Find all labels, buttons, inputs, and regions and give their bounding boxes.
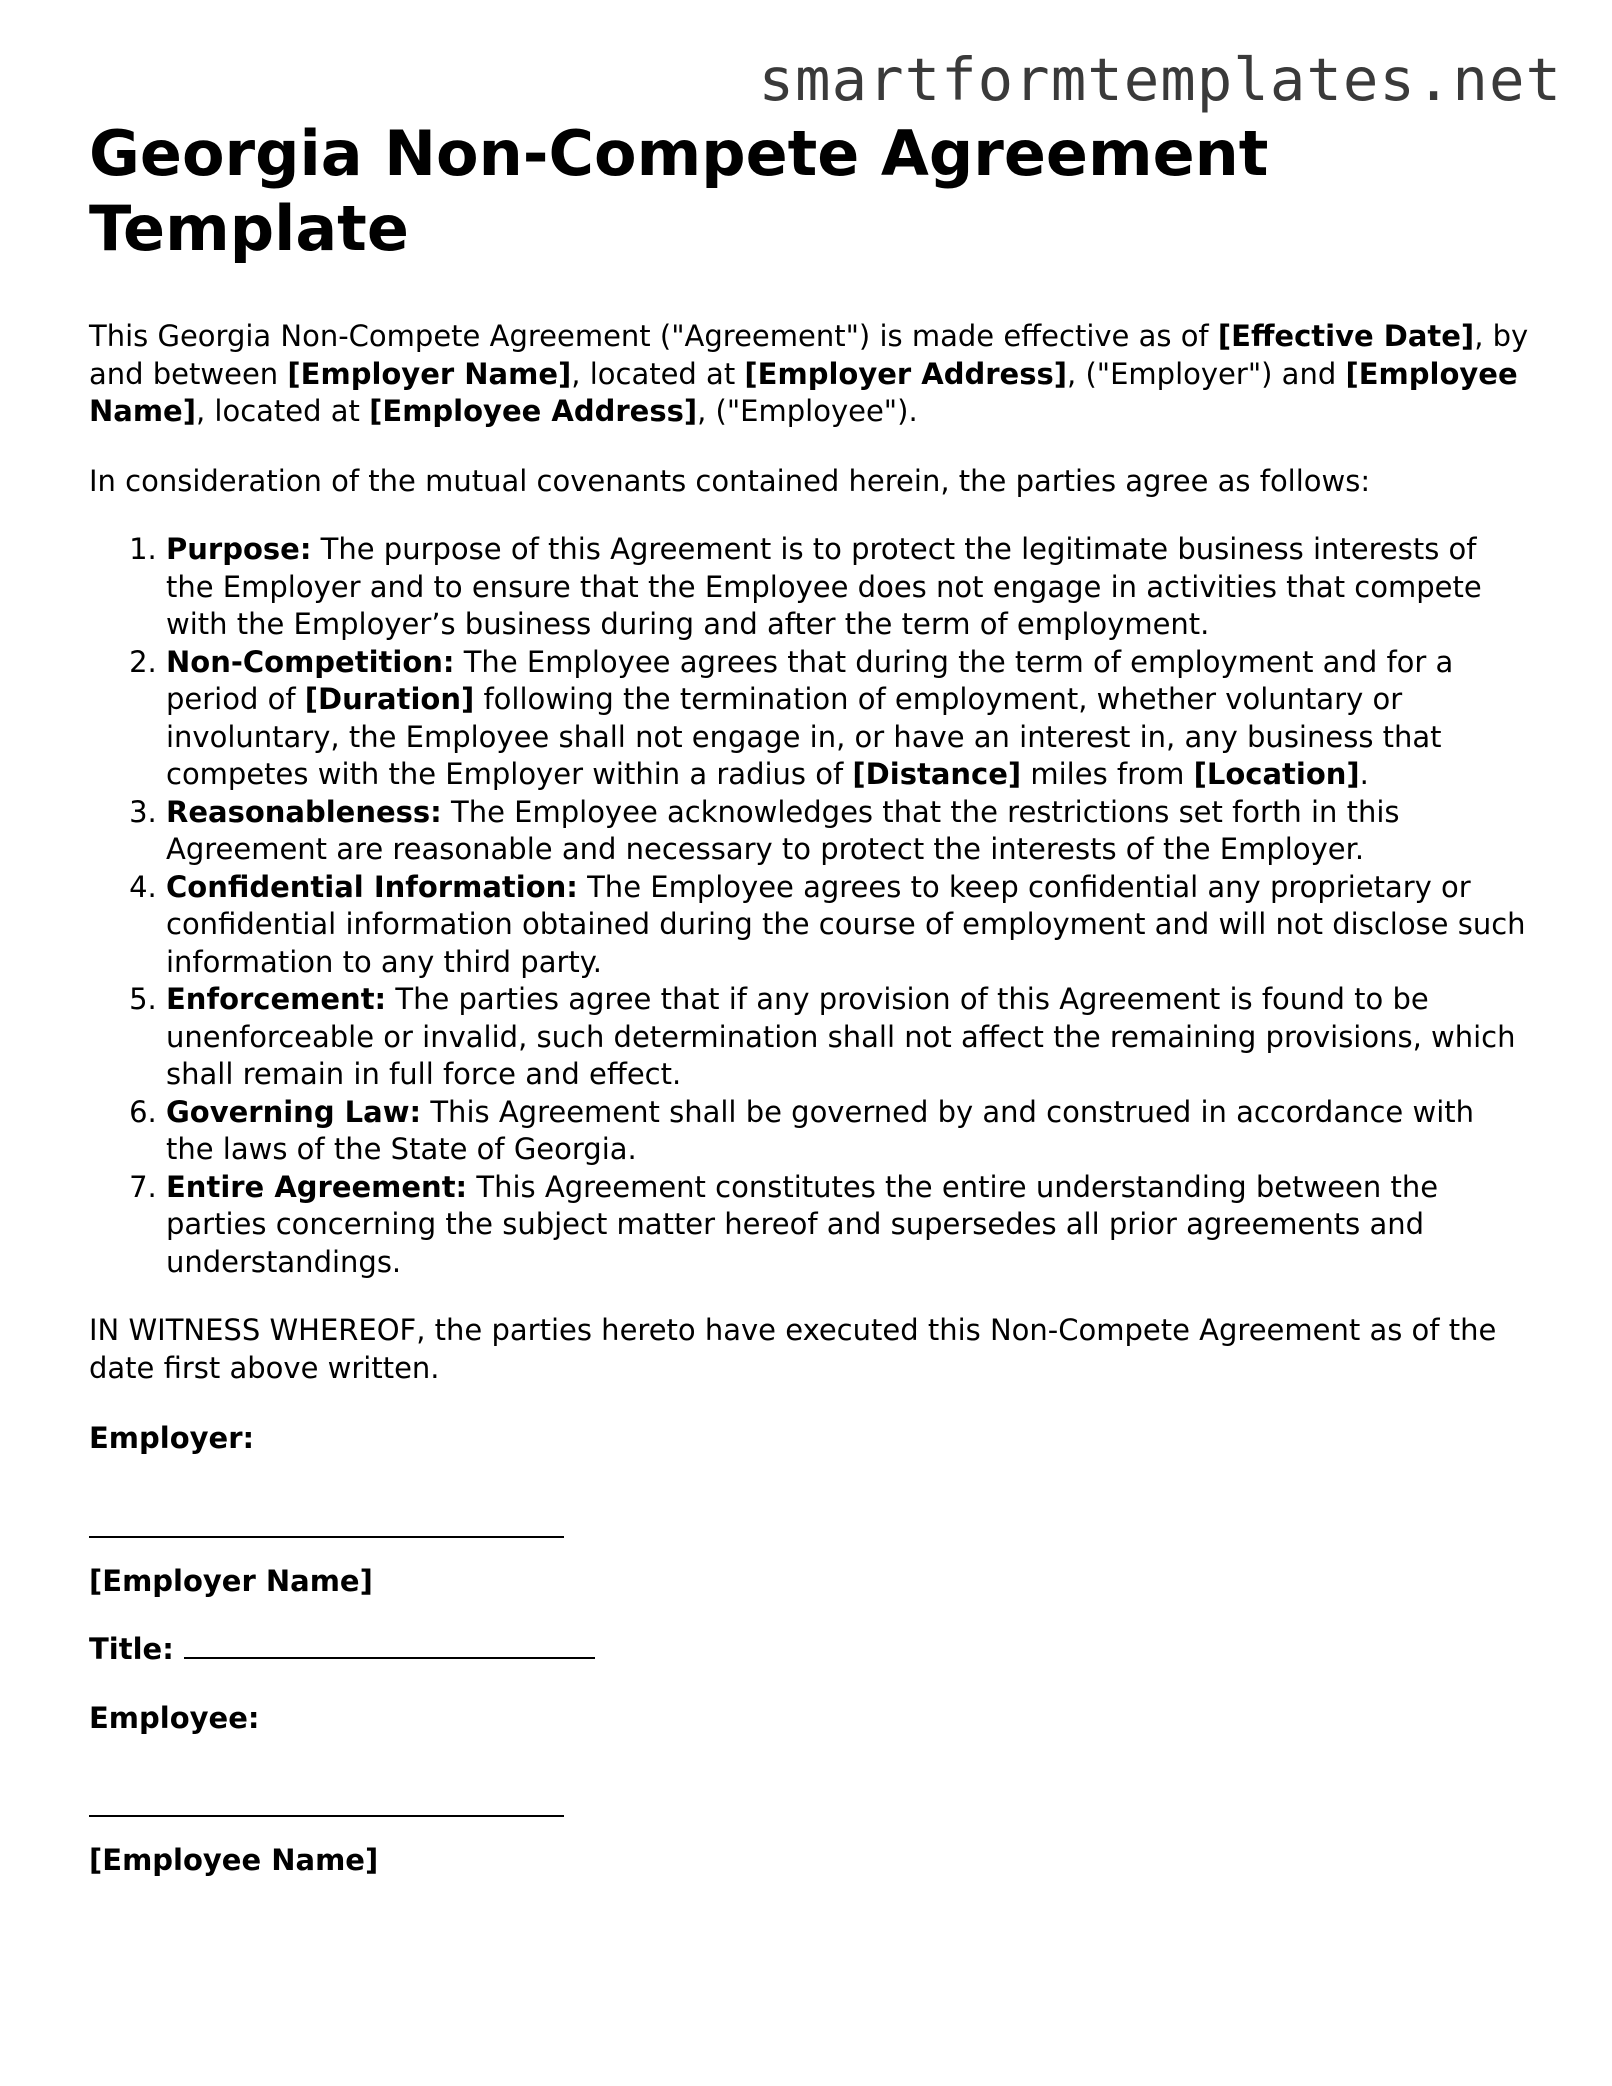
clause-text: This Agreement shall be governed by and construed in accordance with the laws of the State of Georgia. [166, 1094, 1475, 1166]
clauses-list [89, 531, 1529, 1281]
intro-paragraph [89, 318, 1529, 431]
intro-text: , located at [195, 394, 370, 428]
title-label: Title: [89, 1632, 174, 1666]
clause-enforcement [166, 981, 1529, 1094]
clause-heading: Entire Agreement: [166, 1169, 468, 1204]
clause-heading: Confidential Information: [166, 869, 578, 904]
employee-signature-line[interactable] [89, 1815, 564, 1817]
clause-text: miles from [1021, 757, 1194, 791]
intro-text: , by and between [89, 319, 1529, 391]
intro-text: , located at [571, 356, 745, 391]
clause-text: The Employee acknowledges that the restrictions set forth in this Agreement are reasonable and necessary to protect the interests of the Employer. [166, 794, 1400, 866]
distance-placeholder: [Distance] [852, 757, 1022, 791]
clause-heading: Enforcement: [166, 982, 387, 1016]
employee-signature-block [89, 1802, 1529, 1804]
effective-date-placeholder: [Effective Date] [1217, 319, 1475, 353]
title-line[interactable] [184, 1657, 595, 1659]
intro-text: This Georgia Non-Compete Agreement ("Agreement") is made effective as of [89, 319, 1218, 353]
duration-placeholder: [Duration] [304, 682, 475, 716]
consideration-paragraph: In consideration of the mutual covenants contained herein, the parties agree as follows: [89, 463, 1371, 498]
clause-text: This Agreement constitutes the entire understanding between the parties concerning the subject matter hereof and supersedes all prior agreements and understandings. [166, 1169, 1439, 1279]
clause-text: The Employee agrees to keep confidential any proprietary or confidential information obtained during the course of employment and will not disclose such information to any third party. [166, 869, 1526, 979]
employee-name-label: [Employee Name] [89, 1843, 379, 1877]
employer-signature-line[interactable] [89, 1536, 564, 1538]
clause-confidential-information [166, 869, 1529, 982]
clause-heading: Non-Competition: [166, 644, 455, 679]
clause-text: The Employee agrees that during the term of employment and for a period of [166, 644, 1454, 716]
clause-heading: Governing Law: [166, 1094, 422, 1129]
clause-text: following the termination of employment, whether voluntary or involuntary, the Employee shall not engage in, or have an interest in, any business that competes with the Employer within a radius of [166, 682, 1442, 791]
employee-address-placeholder: [Employee Address] [369, 394, 698, 428]
employer-signature-label: Employer: [89, 1421, 255, 1455]
employer-address-placeholder: [Employer Address] [744, 356, 1068, 391]
clause-entire-agreement [166, 1169, 1529, 1282]
clause-purpose [166, 531, 1529, 644]
intro-text: , ("Employer") and [1067, 356, 1346, 391]
title-row [89, 1631, 1529, 1669]
clause-text: The parties agree that if any provision of this Agreement is found to be unenforceable or invalid, such determination shall not affect the remaining provisions, which shall remain in full force and effect. [166, 982, 1516, 1091]
clause-text: The purpose of this Agreement is to protect the legitimate business interests of the Employer and to ensure that the Employee does not engage in activities that compete with the Employer’s business during and after the term of employment. [166, 532, 1482, 641]
clause-heading: Purpose: [166, 532, 312, 566]
location-placeholder: [Location] [1193, 757, 1360, 791]
employer-signature-block [89, 1523, 1529, 1525]
clause-text: . [1359, 757, 1369, 791]
employee-signature-label: Employee: [89, 1700, 260, 1735]
intro-text: , ("Employee"). [697, 394, 918, 428]
witness-paragraph: IN WITNESS WHEREOF, the parties hereto have executed this Non-Compete Agreement as of the date first above written. [89, 1313, 1497, 1385]
clause-reasonableness [166, 794, 1529, 869]
watermark: smartformtemplates.net [758, 45, 1562, 114]
clause-non-competition [166, 644, 1529, 794]
document-title: Georgia Non-Compete Agreement Template [89, 117, 1269, 265]
employer-name-placeholder: [Employer Name] [287, 356, 572, 391]
employee-name-placeholder: [Employee Name] [89, 356, 1518, 428]
employer-name-label: [Employer Name] [89, 1563, 373, 1598]
clause-heading: Reasonableness: [166, 794, 442, 829]
document-page [89, 116, 1529, 1880]
clause-governing-law [166, 1094, 1529, 1169]
